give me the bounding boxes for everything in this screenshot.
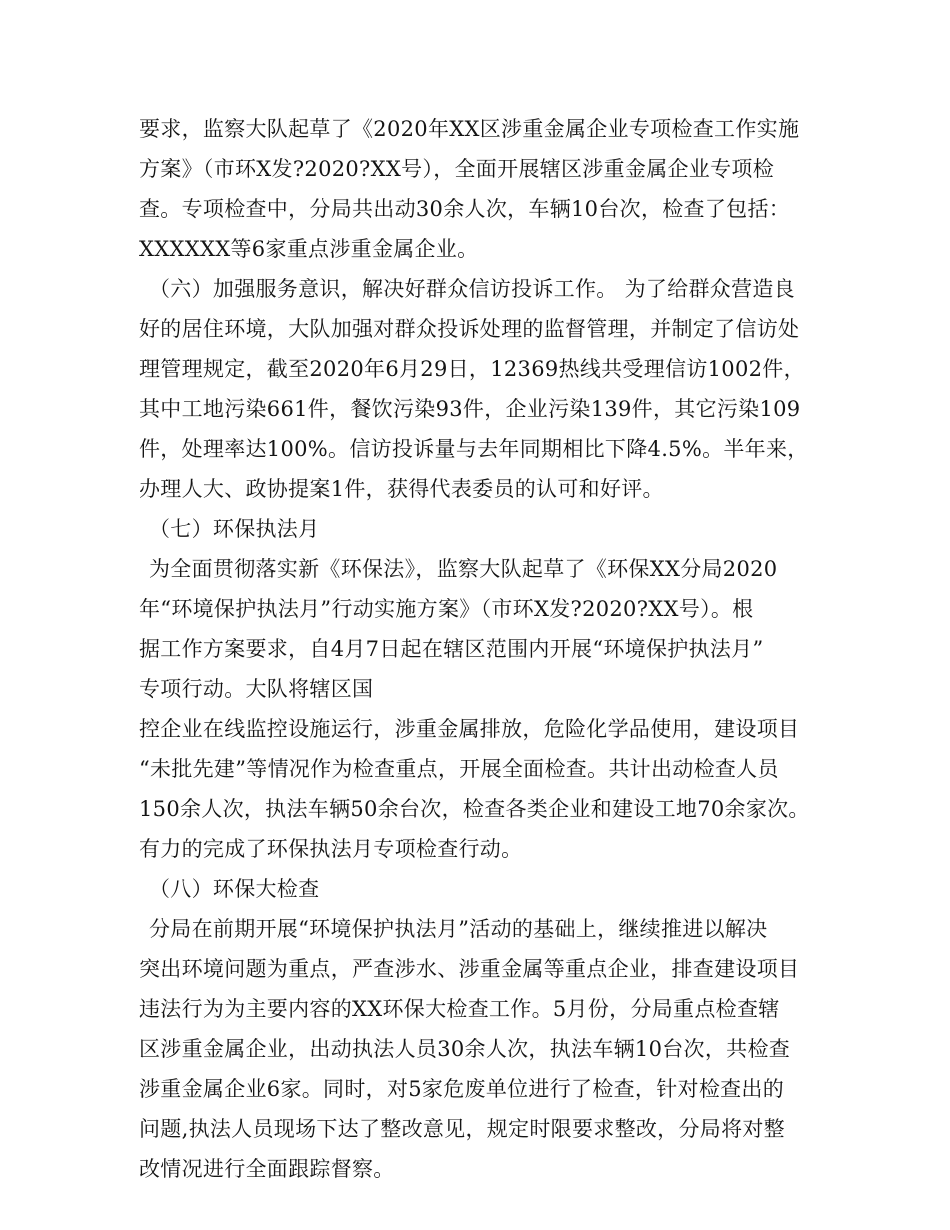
text-line: 方案》（市环X发?2020?XX号），全面开展辖区涉重金属企业专项检 <box>139 157 775 181</box>
text-line: 有力的完成了环保执法月专项检查行动。 <box>139 837 523 861</box>
text-line: 要求，监察大队起草了《2020年XX区涉重金属企业专项检查工作实施 <box>139 117 800 141</box>
text-line: 件，处理率达100%。信访投诉量与去年同期相比下降4.5%。半年来， <box>139 437 809 461</box>
text-line: XXXXXX等6家重点涉重金属企业。 <box>139 237 479 261</box>
text-line: 区涉重金属企业，出动执法人员30余人次，执法车辆10台次，共检查 <box>139 1037 791 1061</box>
text-line: 查。专项检查中，分局共出动30余人次，车辆10台次，检查了包括： <box>139 197 791 221</box>
text-line: 控企业在线监控设施运行，涉重金属排放，危险化学品使用，建设项目 <box>139 717 800 741</box>
section-heading-six: （六）加强服务意识，解决好群众信访投诉工作。 为了给群众营造良 <box>149 277 795 301</box>
text-line: 年“环境保护执法月”行动实施方案》（市环X发?2020?XX号）。根 <box>139 597 754 621</box>
text-line: 办理人大、政协提案1件，获得代表委员的认可和好评。 <box>139 477 664 501</box>
text-line: 突出环境问题为重点，严查涉水、涉重金属等重点企业，排查建设项目 <box>139 957 800 981</box>
text-line: 违法行为为主要内容的XX环保大检查工作。5月份，分局重点检查辖 <box>139 997 780 1021</box>
text-line: 改情况进行全面跟踪督察。 <box>139 1157 395 1181</box>
text-line: 其中工地污染661件，餐饮污染93件，企业污染139件，其它污染109 <box>139 397 801 421</box>
section-heading-eight: （八）环保大检查 <box>149 877 320 901</box>
text-line: 分局在前期开展“环境保护执法月”活动的基础上，继续推进以解决 <box>149 917 768 941</box>
text-line: 为全面贯彻落实新《环保法》，监察大队起草了《环保XX分局2020 <box>149 557 778 581</box>
text-line: 涉重金属企业6家。同时，对5家危废单位进行了检查，针对检查出的 <box>139 1077 785 1101</box>
text-line: 150余人次，执法车辆50余台次，检查各类企业和建设工地70余家次。 <box>139 797 810 821</box>
text-line: “未批先建”等情况作为检查重点，开展全面检查。共计出动检查人员 <box>139 757 779 781</box>
section-heading-seven: （七）环保执法月 <box>149 517 320 541</box>
text-line: 专项行动。大队将辖区国 <box>139 677 374 701</box>
text-line: 理管理规定，截至2020年6月29日，12369热线共受理信访1002件， <box>139 357 805 381</box>
text-line: 据工作方案要求，自4月7日起在辖区范围内开展“环境保护执法月” <box>139 637 764 661</box>
text-line: 好的居住环境，大队加强对群众投诉处理的监督管理，并制定了信访处 <box>139 317 800 341</box>
text-line: 问题,执法人员现场下达了整改意见，规定时限要求整改，分局将对整 <box>139 1117 785 1141</box>
